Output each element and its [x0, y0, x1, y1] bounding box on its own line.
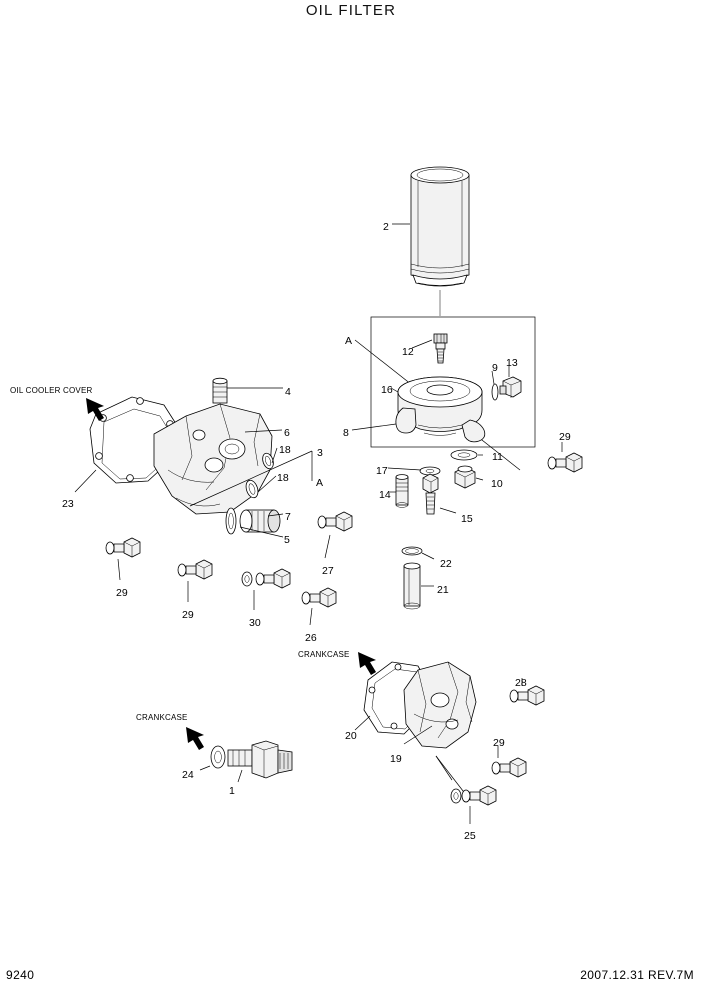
callout-27: 27 [322, 565, 334, 577]
part-17-washer [420, 467, 440, 475]
section-mark-a-left: A [345, 335, 353, 347]
part-22-ring [402, 547, 422, 555]
callout-22: 22 [440, 558, 452, 570]
callout-13: 13 [506, 357, 518, 369]
part-21-tube [404, 563, 420, 609]
part-13-plug [500, 377, 521, 398]
callout-16: 16 [381, 384, 393, 396]
page-title: OIL FILTER [305, 2, 397, 19]
callout-5: 5 [284, 534, 290, 546]
part-filter-head [396, 377, 485, 442]
callout-1: 1 [229, 785, 235, 797]
part-25-bolt [451, 786, 496, 824]
callout-4: 4 [285, 386, 291, 398]
callout-10: 10 [491, 478, 503, 490]
part-29b-bolt [178, 560, 212, 602]
part-11-washer [451, 450, 477, 460]
callout-30: 30 [249, 617, 261, 629]
callout-14: 14 [379, 489, 391, 501]
part-26-bolt [302, 588, 336, 625]
part-1-valve [228, 741, 292, 782]
part-5-valve [226, 508, 280, 534]
callout-7: 7 [285, 511, 291, 523]
callout-26: 26 [305, 632, 317, 644]
part-18-oring-upper [261, 452, 275, 470]
note-crankcase-upper: CRANKCASE [298, 650, 350, 659]
callout-21: 21 [437, 584, 449, 596]
part-oil-cooler-housing [154, 404, 272, 514]
callout-25: 25 [464, 830, 476, 842]
note-oil-cooler-cover: OIL COOLER COVER [10, 386, 93, 395]
callout-29-lower: 29 [493, 737, 505, 749]
part-24-washer [200, 746, 225, 770]
part-29c-bolt [548, 442, 582, 472]
part-30-bolt [242, 569, 290, 610]
part-18-oring-lower [244, 479, 260, 500]
part-9-washer [492, 384, 498, 400]
callout-18-upper: 18 [279, 444, 291, 456]
part-4-plug [213, 378, 283, 403]
footer-revision: 2007.12.31 REV.7M [580, 968, 694, 982]
callout-19: 19 [390, 753, 402, 765]
part-12-bolt [434, 334, 447, 363]
callout-12: 12 [402, 346, 414, 358]
part-27-bolt [318, 512, 352, 558]
part-20-gasket [364, 662, 428, 734]
part-15-bolt [423, 474, 438, 514]
footer-page-number: 9240 [6, 968, 35, 982]
callout-29-right: 29 [559, 431, 571, 443]
part-29d-bolt [492, 746, 526, 777]
callout-29-center: 29 [182, 609, 194, 621]
callout-23: 23 [62, 498, 74, 510]
callout-24: 24 [182, 769, 194, 781]
part-14-sleeve [396, 475, 408, 508]
part-19-housing [404, 662, 476, 748]
part-23-gasket [90, 397, 178, 483]
part-10-bolt [455, 466, 475, 488]
callout-6: 6 [284, 427, 290, 439]
callout-15: 15 [461, 513, 473, 525]
note-crankcase-lower: CRANKCASE [136, 713, 188, 722]
callout-17: 17 [376, 465, 388, 477]
callout-2: 2 [383, 221, 389, 233]
callout-3: 3 [317, 447, 323, 459]
section-mark-a-right: A [316, 477, 324, 489]
part-29a-bolt [106, 538, 140, 580]
part-oil-filter-cartridge [411, 167, 469, 286]
callout-9: 9 [492, 362, 498, 374]
callout-18-lower: 18 [277, 472, 289, 484]
callout-11: 11 [492, 451, 503, 463]
callout-29-left: 29 [116, 587, 128, 599]
callout-20: 20 [345, 730, 357, 742]
callout-28: 28 [515, 677, 527, 689]
callout-8: 8 [343, 427, 349, 439]
